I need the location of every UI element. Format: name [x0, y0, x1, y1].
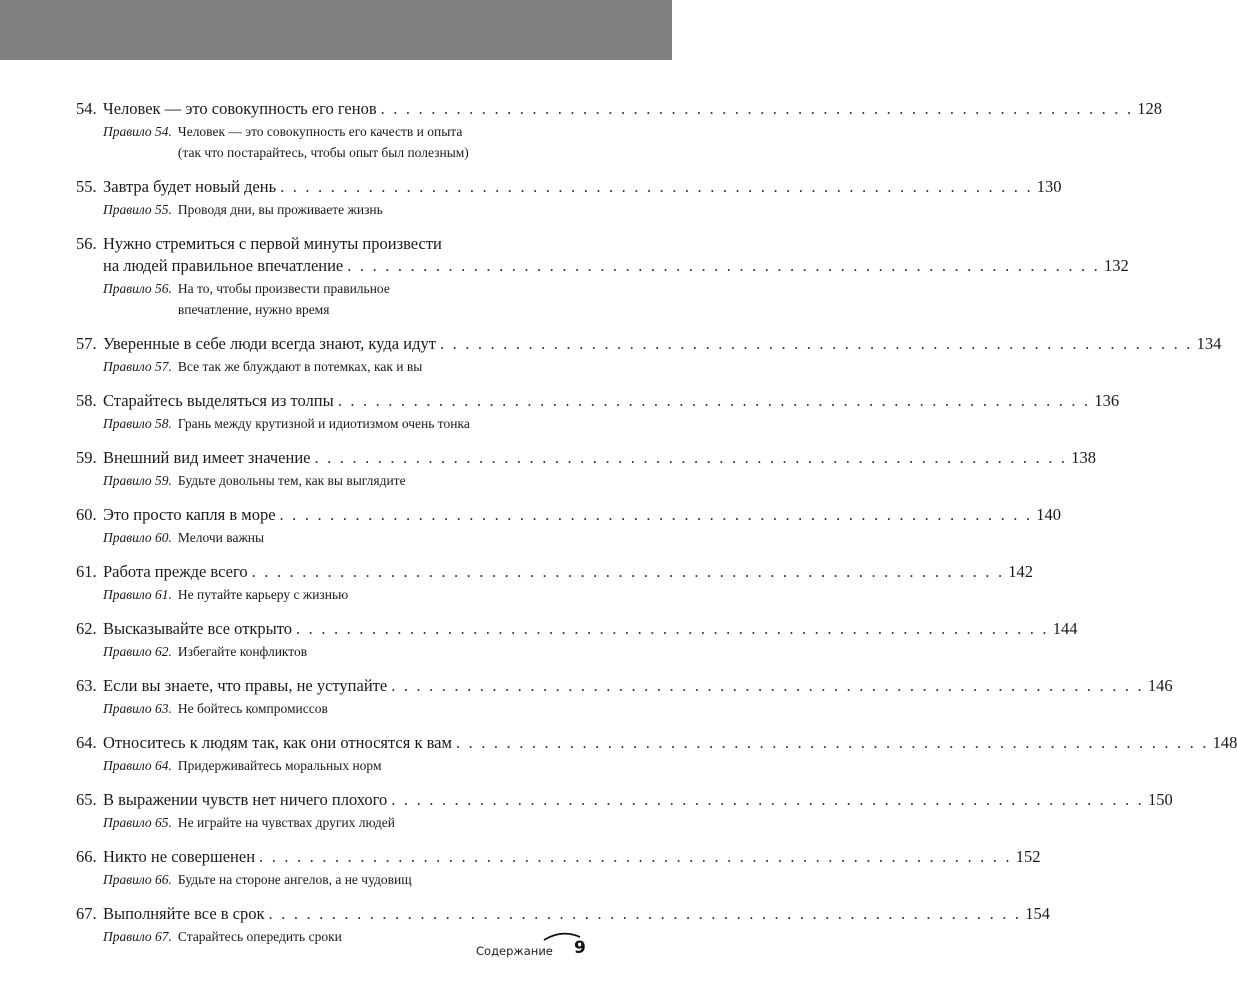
toc-entry-title: Относитесь к людям так, как они относятся к вам	[103, 733, 452, 752]
toc-entry	[76, 333, 1222, 376]
toc-page-number: 128	[1137, 99, 1163, 118]
toc-entry-number: 64.	[76, 733, 97, 752]
rule-label: Правило 66.	[103, 872, 172, 887]
toc-entry	[76, 176, 1062, 219]
footer-section-label: Содержание	[476, 944, 553, 958]
rule-text: впечатление, нужно время	[177, 302, 330, 317]
toc-page-number: 150	[1147, 790, 1173, 809]
toc-entry-title: Старайтесь выделяться из толпы	[103, 391, 334, 410]
toc-page-number: 132	[1103, 256, 1129, 275]
toc-page-number: 148	[1212, 733, 1237, 752]
toc-entry-number: 59.	[76, 448, 97, 467]
table-of-contents	[76, 98, 1237, 960]
toc-page-number: 152	[1015, 847, 1041, 866]
toc-entry-number: 66.	[76, 847, 97, 866]
toc-entry	[76, 447, 1096, 490]
toc-page-number: 134	[1196, 334, 1222, 353]
toc-page-number: 154	[1025, 904, 1050, 923]
toc-entry-title: Это просто капля в море	[103, 505, 276, 524]
dot-leader: . . . . . . . . . . . . . . . . . . . . . . . . . . . . . . . . . . . . . . . . . . . . . . . . . . . . . . . . . . . .	[391, 676, 1144, 695]
rule-label: Правило 54.	[103, 124, 172, 139]
toc-entry-number: 67.	[76, 904, 97, 923]
rule-text: Придерживайтесь моральных норм	[177, 758, 382, 773]
toc-entry-number: 65.	[76, 790, 97, 809]
rule-label: Правило 59.	[103, 473, 172, 488]
toc-entry-title: Работа прежде всего	[103, 562, 248, 581]
dot-leader: . . . . . . . . . . . . . . . . . . . . . . . . . . . . . . . . . . . . . . . . . . . . . . . . . . . . . . . . . . . .	[380, 99, 1134, 118]
toc-entry-title: Человек — это совокупность его генов	[103, 99, 377, 118]
rule-text: Не путайте карьеру с жизнью	[177, 587, 349, 602]
toc-entry-number: 63.	[76, 676, 97, 695]
dot-leader: . . . . . . . . . . . . . . . . . . . . . . . . . . . . . . . . . . . . . . . . . . . . . . . . . . . . . . . . . . . .	[296, 619, 1049, 638]
toc-entry-title: Уверенные в себе люди всегда знают, куда идут	[103, 334, 436, 353]
toc-page-number: 140	[1036, 505, 1061, 524]
toc-page-number: 146	[1147, 676, 1173, 695]
page-footer	[476, 930, 596, 980]
toc-entry-title: Если вы знаете, что правы, не уступайте	[103, 676, 388, 695]
toc-page-number: 142	[1008, 562, 1034, 581]
rule-text: Будьте довольны тем, как вы выглядите	[177, 473, 406, 488]
toc-entry-number: 54.	[76, 99, 97, 118]
toc-entry-number: 58.	[76, 391, 97, 410]
rule-text: (так что постарайтесь, чтобы опыт был полезным)	[177, 145, 469, 160]
dot-leader: . . . . . . . . . . . . . . . . . . . . . . . . . . . . . . . . . . . . . . . . . . . . . . . . . . . . . . . . . . . .	[439, 334, 1193, 353]
toc-page-number: 136	[1094, 391, 1120, 410]
toc-entry	[76, 390, 1120, 433]
rule-text: Избегайте конфликтов	[177, 644, 308, 659]
toc-entry	[76, 789, 1173, 832]
rule-label: Правило 56.	[103, 281, 172, 296]
rule-label: Правило 55.	[103, 202, 172, 217]
toc-page-number: 138	[1071, 448, 1096, 467]
toc-entry-title: Высказывайте все открыто	[103, 619, 293, 638]
toc-entry-title: Выполняйте все в срок	[103, 904, 265, 923]
toc-entry-title: Внешний вид имеет значение	[103, 448, 311, 467]
rule-text: Будьте на стороне ангелов, а не чудовищ	[177, 872, 412, 887]
rule-label: Правило 67.	[103, 929, 172, 944]
rule-text: На то, чтобы произвести правильное	[177, 281, 390, 296]
toc-entry-title: В выражении чувств нет ничего плохого	[103, 790, 388, 809]
rule-text: Все так же блуждают в потемках, как и вы	[177, 359, 423, 374]
dot-leader: . . . . . . . . . . . . . . . . . . . . . . . . . . . . . . . . . . . . . . . . . . . . . . . . . . . . . . . . . . . .	[280, 177, 1033, 196]
toc-entry-title: на людей правильное впечатление	[103, 256, 344, 275]
dot-leader: . . . . . . . . . . . . . . . . . . . . . . . . . . . . . . . . . . . . . . . . . . . . . . . . . . . . . . . . . . . .	[455, 733, 1209, 752]
toc-entry-number: 55.	[76, 177, 97, 196]
dot-leader: . . . . . . . . . . . . . . . . . . . . . . . . . . . . . . . . . . . . . . . . . . . . . . . . . . . . . . . . . . . .	[347, 256, 1100, 275]
toc-entry-title: Завтра будет новый день	[103, 177, 277, 196]
toc-entry-number: 57.	[76, 334, 97, 353]
rule-text: Не бойтесь компромиссов	[177, 701, 328, 716]
toc-entry	[76, 732, 1237, 775]
toc-page-number: 130	[1036, 177, 1062, 196]
toc-entry	[76, 561, 1034, 604]
toc-entry-title: Нужно стремиться с первой минуты произвести	[103, 234, 442, 253]
dot-leader: . . . . . . . . . . . . . . . . . . . . . . . . . . . . . . . . . . . . . . . . . . . . . . . . . . . . . . . . . . . .	[337, 391, 1091, 410]
toc-entry	[76, 98, 1163, 162]
footer-page-number: 9	[574, 938, 586, 958]
toc-entry-number: 62.	[76, 619, 97, 638]
rule-label: Правило 64.	[103, 758, 172, 773]
rule-label: Правило 58.	[103, 416, 172, 431]
rule-label: Правило 65.	[103, 815, 172, 830]
dot-leader: . . . . . . . . . . . . . . . . . . . . . . . . . . . . . . . . . . . . . . . . . . . . . . . . . . . . . . . . . . . .	[268, 904, 1022, 923]
dot-leader: . . . . . . . . . . . . . . . . . . . . . . . . . . . . . . . . . . . . . . . . . . . . . . . . . . . . . . . . . . . .	[251, 562, 1005, 581]
dot-leader: . . . . . . . . . . . . . . . . . . . . . . . . . . . . . . . . . . . . . . . . . . . . . . . . . . . . . . . . . . . .	[279, 505, 1033, 524]
rule-text: Старайтесь опередить сроки	[177, 929, 342, 944]
rule-label: Правило 60.	[103, 530, 172, 545]
rule-label: Правило 63.	[103, 701, 172, 716]
rule-text: Мелочи важны	[177, 530, 265, 545]
toc-entry	[76, 233, 1129, 319]
rule-label: Правило 57.	[103, 359, 172, 374]
rule-label: Правило 62.	[103, 644, 172, 659]
toc-entry-number: 61.	[76, 562, 97, 581]
toc-entry-title: Никто не совершенен	[103, 847, 256, 866]
toc-entry	[76, 618, 1078, 661]
toc-entry	[76, 504, 1061, 547]
dot-leader: . . . . . . . . . . . . . . . . . . . . . . . . . . . . . . . . . . . . . . . . . . . . . . . . . . . . . . . . . . . .	[391, 790, 1144, 809]
rule-text: Проводя дни, вы проживаете жизнь	[177, 202, 383, 217]
toc-entry-number: 60.	[76, 505, 97, 524]
rule-text: Не играйте на чувствах других людей	[177, 815, 395, 830]
toc-page-number: 144	[1052, 619, 1078, 638]
toc-entry	[76, 675, 1173, 718]
toc-entry	[76, 846, 1041, 889]
toc-entry-number: 56.	[76, 234, 97, 253]
rule-text: Грань между крутизной и идиотизмом очень тонка	[177, 416, 470, 431]
rule-label: Правило 61.	[103, 587, 172, 602]
dot-leader: . . . . . . . . . . . . . . . . . . . . . . . . . . . . . . . . . . . . . . . . . . . . . . . . . . . . . . . . . . . .	[259, 847, 1012, 866]
top-band	[0, 0, 672, 60]
dot-leader: . . . . . . . . . . . . . . . . . . . . . . . . . . . . . . . . . . . . . . . . . . . . . . . . . . . . . . . . . . . .	[314, 448, 1068, 467]
rule-text: Человек — это совокупность его качеств и опыта	[177, 124, 463, 139]
